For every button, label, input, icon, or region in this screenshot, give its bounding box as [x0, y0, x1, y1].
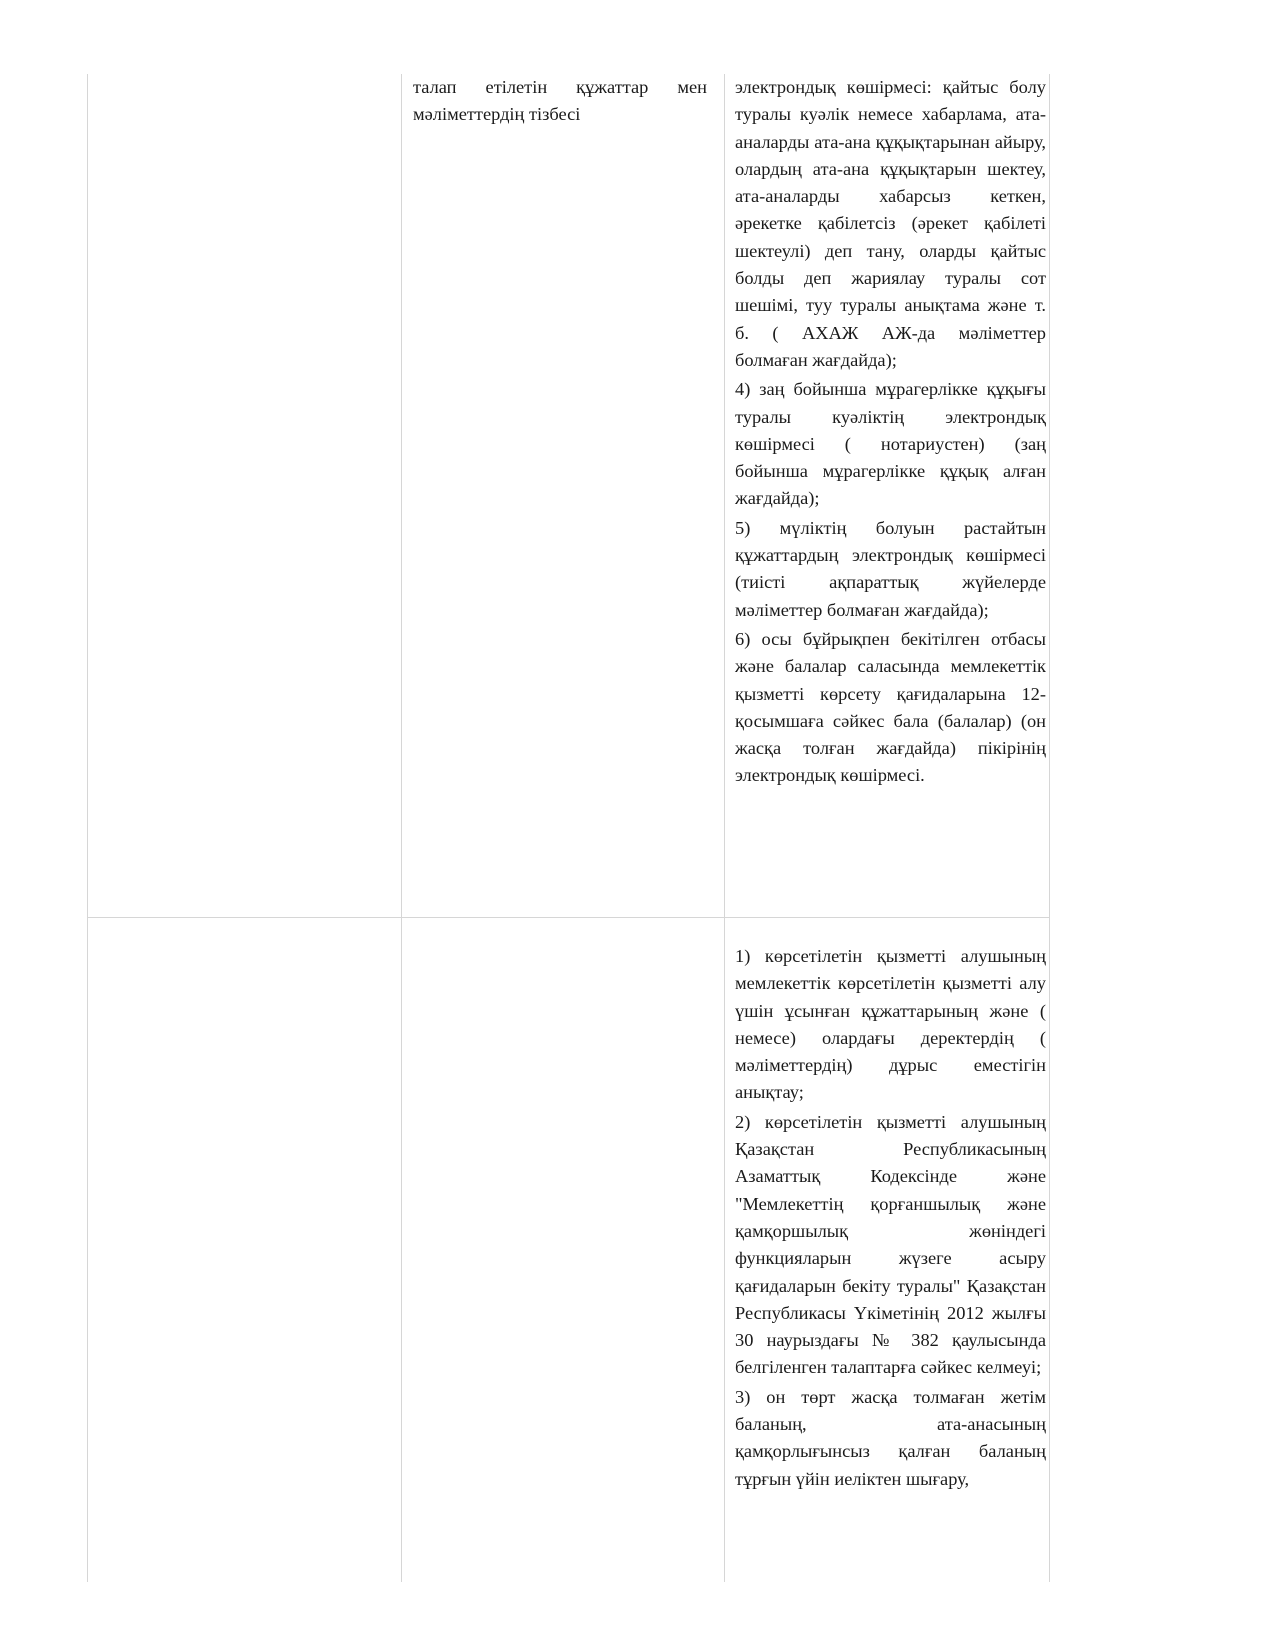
- row2-col3-cell: [735, 943, 1046, 1495]
- row1-col3-paragraph: 4) заң бойынша мұрагерлікке құқығы туралы куәліктің электрондық көшірмесі ( нотариустен) (заң бойынша мұрагерлікке құқық алған жағдайда);: [735, 379, 1046, 509]
- row1-col3-paragraph: 5) мүліктің болуын растайтын құжаттардың электрондық көшірмесі (тиісті ақпараттық жүйелерде мәліметтер болмаған жағдайда);: [735, 517, 1046, 620]
- row2-col3-paragraph: 3) он төрт жасқа толмаған жетім баланың, ата-анасының қамқорлығынсыз қалған баланың тұрғын үйін иеліктен шығару,: [735, 1386, 1046, 1489]
- row2-col3-paragraph: 2) көрсетілетін қызметті алушының Қазақстан Республикасының Азаматтық Кодексінде және "Мемлекеттің қорғаншылық және қамқоршылық жөніндегі функцияларын жүзеге асыру қағидаларын бекіту туралы" Қазақстан Республикасы Үкіметінің 2012 жылғы 30 наурыздағы № 382 қаулысында белгіленген талаптарға сәйкес келмеуі;: [735, 1111, 1046, 1378]
- table-border-col2: [401, 74, 402, 1582]
- row1-col2-text: талап етілетін құжаттар мен мәліметтердің тізбесі: [413, 77, 707, 125]
- table-border-col3: [724, 74, 725, 1582]
- table-row-divider: [87, 917, 1050, 918]
- document-table: [87, 74, 1050, 1582]
- row1-col3-paragraph: электрондық көшірмесі: қайтыс болу туралы куәлік немесе хабарлама, ата-аналарды ата-ана құқықтарынан айыру, олардың ата-ана құқықтарын шектеу, ата-аналарды хабарсыз кеткен, әрекетке қабілетсіз (әрекет қабілеті шектеулі) деп тану, оларды қайтыс болды деп жариялау туралы сот шешімі, туу туралы анықтама және т. б. ( АХАЖ АЖ-да мәліметтер болмаған жағдайда);: [735, 77, 1046, 370]
- row1-col3-paragraph: 6) осы бұйрықпен бекітілген отбасы және балалар саласында мемлекеттік қызметті көрсету қағидаларына 12-қосымшаға сәйкес бала (балалар) (он жасқа толған жағдайда) пікірінің электрондық көшірмесі.: [735, 628, 1046, 786]
- row1-col2-cell: [413, 74, 707, 131]
- row1-col3-cell: [735, 74, 1046, 792]
- table-border-left: [87, 74, 88, 1582]
- table-border-right: [1049, 74, 1050, 1582]
- row2-col3-paragraph: 1) көрсетілетін қызметті алушының мемлекеттік көрсетілетін қызметті алу үшін ұсынған құжаттарының және ( немесе) олардағы деректердің ( мәліметтердің) дұрыс еместігін анықтау;: [735, 946, 1046, 1103]
